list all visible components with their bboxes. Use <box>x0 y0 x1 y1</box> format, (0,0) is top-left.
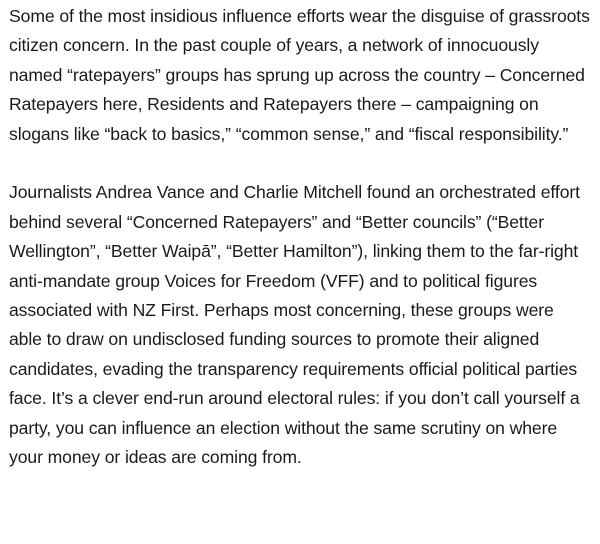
article-body <box>0 2 591 472</box>
paragraph-journalists-findings: Journalists Andrea Vance and Charlie Mitchell found an orchestrated effort behind several “Concerned Ratepayers” and “Better councils” (“Better Wellington”, “Better Waipā”, “Better Hamilton”), linking them to the far-right anti-mandate group Voices for Freedom (VFF) and to political figures associated with NZ First. Perhaps most concerning, these groups were able to draw on undisclosed funding sources to promote their aligned candidates, evading the transparency requirements official political parties face. It’s a clever end-run around electoral rules: if you don’t call yourself a party, you can influence an election without the same scrutiny on where your money or ideas are coming from. <box>9 182 580 468</box>
paragraph-ratepayers-groups: Some of the most insidious influence efforts wear the disguise of grassroots citizen concern. In the past couple of years, a network of innocuously named “ratepayers” groups has sprung up across the country – Concerned Ratepayers here, Residents and Ratepayers there – campaigning on slogans like “back to basics,” “common sense,” and “fiscal responsibility.” <box>9 6 590 144</box>
